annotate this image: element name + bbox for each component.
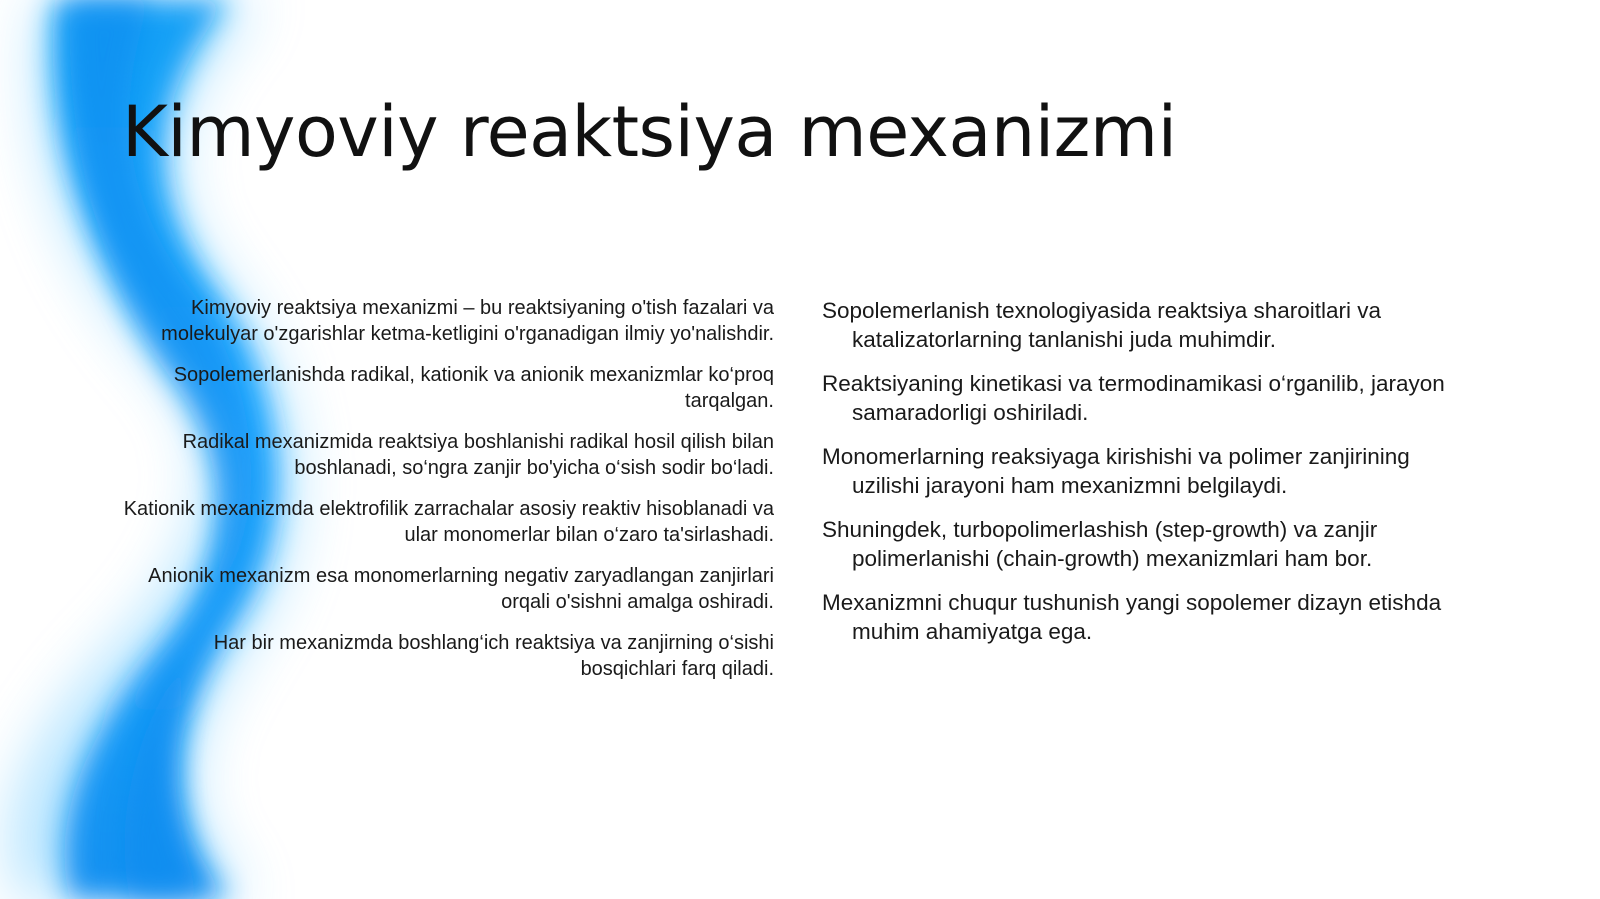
left-paragraph: Har bir mexanizmda boshlang‘ich reaktsiya va zanjirning o‘sishi bosqichlari farq qiladi.: [213, 632, 774, 680]
right-paragraph: Sopolemerlanish texnologiyasida reaktsiya sharoitlari va katalizatorlarning tanlanishi juda muhimdir.: [822, 298, 1382, 352]
right-paragraph: Reaktsiyaning kinetikasi va termodinamikasi o‘rganilib, jarayon samaradorligi oshiriladi.: [822, 371, 1445, 425]
right-paragraph: Shuningdek, turbopolimerlashish (step-growth) va zanjir polimerlanishi (chain-growth) mexanizmlari ham bor.: [822, 517, 1378, 571]
slide-title: Kimyoviy reaktsiya mexanizmi: [122, 91, 1177, 173]
right-paragraph: Monomerlarning reaksiyaga kirishishi va polimer zanjirining uzilishi jarayoni ham mexanizmni belgilaydi.: [822, 444, 1410, 498]
left-paragraph: Anionik mexanizm esa monomerlarning negativ zaryadlangan zanjirlari orqali o'sishni amalga oshiradi.: [148, 565, 774, 613]
left-paragraph: Radikal mexanizmida reaktsiya boshlanishi radikal hosil qilish bilan boshlanadi, so‘ngra zanjir bo'yicha o‘sish sodir bo‘ladi.: [182, 431, 774, 479]
left-text-column: [118, 296, 774, 698]
left-paragraph: Sopolemerlanishda radikal, kationik va anionik mexanizmlar ko‘proq tarqalgan.: [173, 364, 774, 412]
right-paragraph: Mexanizmni chuqur tushunish yangi sopolemer dizayn etishda muhim ahamiyatga ega.: [822, 590, 1442, 644]
right-text-column: [822, 297, 1482, 662]
left-paragraph: Kationik mexanizmda elektrofilik zarrachalar asosiy reaktiv hisoblanadi va ular monomerlar bilan o‘zaro ta'sirlashadi.: [123, 498, 774, 546]
left-paragraph: Kimyoviy reaktsiya mexanizmi – bu reaktsiyaning o'tish fazalari va molekulyar o'zgarishlar ketma-ketligini o'rganadigan ilmiy yo'nalishdir.: [161, 297, 774, 345]
